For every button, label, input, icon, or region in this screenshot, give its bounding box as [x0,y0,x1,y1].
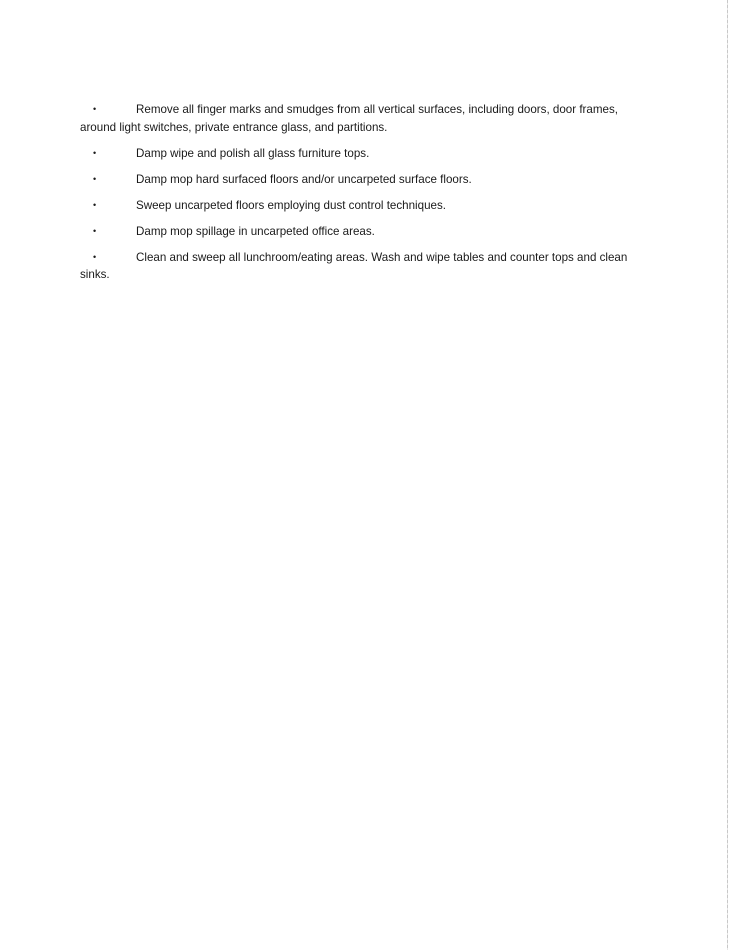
scan-edge-line [727,0,728,950]
list-item [80,249,640,284]
list-item [80,223,640,241]
cleaning-task-list [80,101,640,292]
bullet-icon: • [93,147,97,158]
bullet-icon: • [93,173,97,184]
list-item [80,145,640,163]
bullet-icon: • [93,225,97,236]
list-item-text: Clean and sweep all lunchroom/eating areas. Wash and wipe tables and counter tops and clean sinks. [80,250,628,281]
list-item-text: Remove all finger marks and smudges from all vertical surfaces, including doors, door frames, around light switches, private entrance glass, and partitions. [80,103,618,134]
bullet-icon: • [93,104,97,114]
list-item [80,197,640,215]
bullet-icon: • [93,251,97,262]
list-item [80,171,640,189]
list-item-text: Damp mop spillage in uncarpeted office areas. [136,224,375,238]
list-item-text: Sweep uncarpeted floors employing dust control techniques. [136,198,446,212]
list-item [80,101,640,136]
bullet-icon: • [93,199,97,210]
list-item-text: Damp mop hard surfaced floors and/or uncarpeted surface floors. [136,172,472,186]
list-item-text: Damp wipe and polish all glass furniture tops. [136,146,370,160]
